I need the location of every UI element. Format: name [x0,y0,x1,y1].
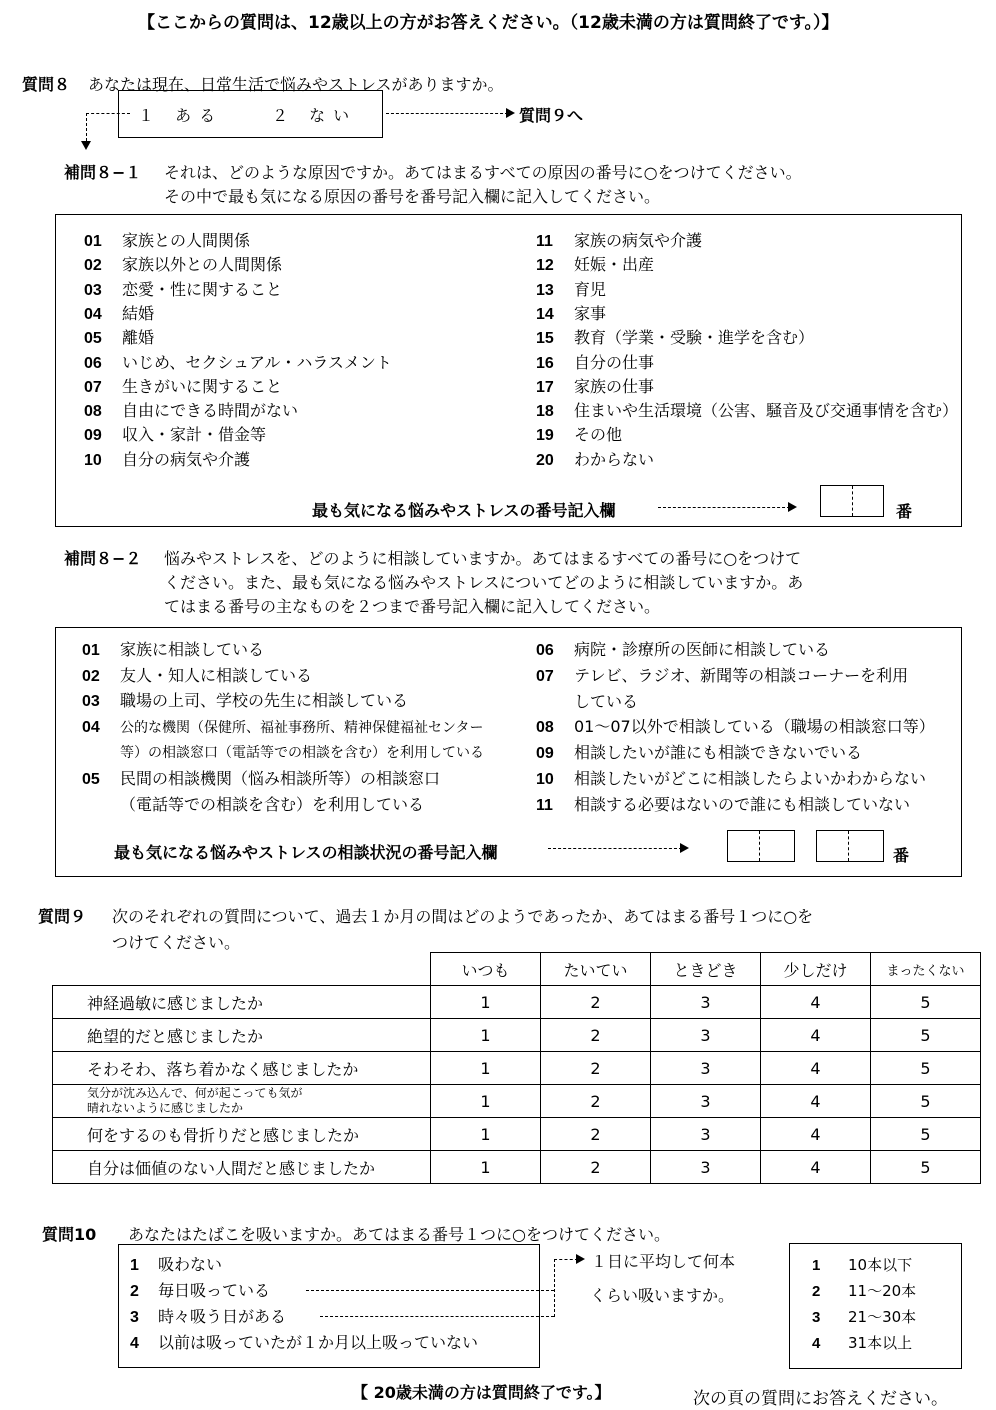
option-number: 11 [536,797,553,814]
option-number: 06 [536,642,554,659]
option-text: 家事 [574,303,607,323]
option-text: 友人・知人に相談している [120,666,313,685]
q9-line1: 次のそれぞれの質問について、過去１か月の間はどのようであったか、あてはまる番号１つに○を [112,907,814,926]
q8-1-option[interactable] [536,450,654,471]
q10-option[interactable] [130,1281,270,1302]
option-text: 相談する必要はないので誰にも相談していない [574,795,911,814]
q9-answer-option[interactable]: 3 [651,1151,761,1184]
option-number: 1 [812,1257,821,1274]
option-text: 住まいや生活環境（公害、騒音及び交通事情を含む） [574,401,959,421]
option-number: 10 [84,451,102,469]
q8-1-option[interactable] [84,425,266,446]
q9-row [53,1052,981,1085]
q9-row-label [53,986,431,1019]
option-number: 2 [130,1283,139,1300]
option-number: 09 [84,427,102,445]
q9-answer-option[interactable]: 3 [651,1052,761,1085]
q8-1-entry-field[interactable] [820,485,884,517]
q8-1-label: 補問８−１ [64,163,142,182]
q9-header-row [53,953,981,986]
q8-2-option-continued: 等）の相談窓口（電話等での相談を含む）を利用している [120,745,484,761]
option-text: 相談したいがどこに相談したらよいかわからない [574,769,927,788]
q8-1-option[interactable] [536,280,606,301]
option-text: 11〜20本 [848,1282,917,1300]
q8-2-entry-label: 最も気になる悩みやストレスの相談状況の番号記入欄 [114,843,498,862]
option-number: 11 [536,233,553,250]
q10-followup-line2: くらい吸いますか。 [590,1286,735,1305]
option-text: 相談したいが誰にも相談できないでいる [574,743,863,762]
option-text: テレビ、ラジオ、新聞等の相談コーナーを利用 [574,666,909,685]
q9-row-text: そわそわ、落ち着かなく感じましたか [87,1059,359,1079]
option-text: 収入・家計・借金等 [122,425,267,445]
q9-column-header: いつも [431,953,541,986]
q9-column-header: たいてい [541,953,651,986]
option-number: 1 [130,1257,139,1274]
q9-row-text: 自分は価値のない人間だと感じましたか [87,1158,376,1178]
q9-answer-option[interactable]: 3 [651,1019,761,1052]
footer-notice: 【 20歳未満の方は質問終了です。】 [352,1383,611,1402]
q8-2-option[interactable] [536,769,926,790]
q9-row-label [53,1019,431,1052]
q9-row-label [53,1085,431,1118]
q9-row-label [53,1052,431,1085]
option-text: 生きがいに関すること [122,376,283,396]
q9-answer-option[interactable]: 2 [541,1085,651,1118]
q8-2-option[interactable] [82,691,408,712]
q9-column-header: まったくない [871,953,981,986]
q8-yes-connector-down [86,113,87,141]
q9-column-header: 少しだけ [761,953,871,986]
option-number: 4 [812,1335,821,1352]
q9-answer-option[interactable]: 5 [871,1019,981,1052]
option-number: 01 [82,642,100,659]
option-number: 3 [812,1309,821,1326]
q8-1-option[interactable] [536,425,622,446]
q10-count-option[interactable] [812,1281,916,1302]
q8-1-option[interactable] [84,304,154,325]
option-text: 病院・診療所の医師に相談している [574,640,831,659]
q9-line2: つけてください。 [112,933,241,952]
q9-answer-option[interactable]: 3 [651,1085,761,1118]
q9-answer-option[interactable]: 2 [541,1151,651,1184]
q8-label: 質問８ [22,75,71,94]
q8-1-line2: その中で最も気になる原因の番号を番号記入欄に記入してください。 [164,187,661,206]
q8-2-option[interactable] [536,795,910,816]
option-number: 19 [536,427,554,445]
option-text: 01〜07以外で相談している（職場の相談窓口等） [574,717,935,736]
q10-option[interactable] [130,1307,286,1328]
q9-answer-option[interactable]: 2 [541,1118,651,1151]
q10-count-option[interactable] [812,1307,916,1328]
q8-1-entry-label: 最も気になる悩みやストレスの番号記入欄 [312,501,616,520]
option-text: 結婚 [122,303,155,323]
q9-answer-option[interactable]: 5 [871,986,981,1019]
q8-no-connector [386,113,508,114]
option-number: 10 [536,771,554,788]
q9-answer-option[interactable]: 1 [431,1151,541,1184]
q9-row-label [53,1118,431,1151]
q8-2-line1: 悩みやストレスを、どのように相談していますか。あてはまるすべての番号に○をつけて [164,549,802,568]
arrow-down-icon [81,141,91,150]
q9-answer-option[interactable]: 5 [871,1052,981,1085]
q9-answer-option[interactable]: 4 [761,1118,871,1151]
q8-2-entry-suffix: 番 [893,846,910,865]
option-number: 16 [536,354,554,372]
q9-answer-option[interactable]: 5 [871,1118,981,1151]
q9-row-text: 神経過敏に感じましたか [87,993,264,1013]
q8-1-option[interactable] [536,401,958,422]
q8-option-yes[interactable]: １ ある [138,106,224,125]
option-text: 家族以外との人間関係 [122,255,283,275]
q9-answer-option[interactable]: 5 [871,1085,981,1118]
option-number: 15 [536,330,554,348]
q8-2-option[interactable] [536,717,935,738]
option-text: 公的な機関（保健所、福祉事務所、精神保健福祉センター [120,720,484,736]
q9-answer-option[interactable]: 1 [431,1052,541,1085]
option-number: 07 [536,668,554,685]
q8-option-no[interactable]: ２ ない [272,106,358,125]
q8-1-option[interactable] [84,328,154,349]
option-text: 離婚 [122,328,155,348]
option-text: 自由にできる時間がない [122,401,299,421]
option-number: 05 [82,771,100,788]
option-number: 01 [84,233,102,250]
option-text: その他 [574,425,623,445]
q9-row [53,1118,981,1151]
option-text: 毎日吸っている [158,1281,271,1300]
q9-answer-option[interactable]: 1 [431,1085,541,1118]
q8-2-line3: てはまる番号の主なものを２つまで番号記入欄に記入してください。 [164,597,661,616]
q10-option[interactable] [130,1333,478,1354]
q9-answer-option[interactable]: 5 [871,1151,981,1184]
arrow-right-icon [506,108,515,118]
q10-vertical-connector [554,1259,555,1317]
q9-table [52,952,981,1184]
q9-answer-option[interactable]: 2 [541,1019,651,1052]
q8-2-entry-field-1[interactable] [727,830,795,862]
q9-answer-option[interactable]: 2 [541,986,651,1019]
arrow-right-icon [680,843,689,853]
option-text: 時々吸う日がある [158,1307,287,1326]
q8-2-label: 補問８−２ [64,549,142,568]
option-text: 育児 [574,279,607,299]
q9-answer-option[interactable]: 1 [431,1019,541,1052]
q8-1-option[interactable] [84,450,250,471]
option-number: 2 [812,1283,821,1300]
option-text: 自分の仕事 [574,352,655,372]
q9-row-label [53,1151,431,1184]
option-text: 職場の上司、学校の先生に相談している [120,691,409,710]
q10-question [42,1222,670,1245]
q8-2-option[interactable] [82,666,312,687]
q8-2-entry-field-2[interactable] [816,830,884,862]
option-text: 10本以下 [848,1256,913,1274]
q8-2-option[interactable] [536,743,862,764]
q8-1-option[interactable] [536,255,654,276]
q9-row [53,986,981,1019]
q8-1-option[interactable] [84,280,282,301]
option-text: 自分の病気や介護 [122,449,251,469]
option-number: 03 [84,281,102,299]
q8-1-option[interactable] [84,255,282,276]
option-number: 02 [82,668,100,685]
q8-2-option[interactable] [82,640,264,661]
q9-row-text-continued: 晴れないように感じましたか [87,1101,244,1115]
q10-daily-connector [306,1290,554,1291]
option-number: 20 [536,451,554,469]
q10-text: あなたはたばこを吸いますか。あてはまる番号１つに○をつけてください。 [128,1225,670,1244]
q8-2-line2: ください。また、最も気になる悩みやストレスについてどのように相談していますか。あ [164,573,804,592]
q9-header-blank [53,953,431,986]
q10-label: 質問10 [42,1225,97,1244]
option-text: 家族の病気や介護 [574,231,703,250]
q8-1-line1: それは、どのような原因ですか。あてはまるすべての原因の番号に○をつけてください。 [164,163,802,182]
option-number: 04 [84,305,102,323]
q8-1-option[interactable] [84,231,250,252]
option-text: いじめ、セクシュアル・ハラスメント [122,352,392,372]
q8-1-option[interactable] [84,353,392,374]
q8-1-option[interactable] [536,377,654,398]
q8-2-option[interactable] [82,717,483,738]
option-text: 民間の相談機関（悩み相談所等）の相談窓口 [120,769,441,788]
q9-answer-option[interactable]: 4 [761,1151,871,1184]
q10-sometimes-connector [320,1316,554,1317]
q8-1-option[interactable] [536,353,654,374]
option-text: 恋愛・性に関すること [122,279,283,299]
q9-column-header: ときどき [651,953,761,986]
q8-1-instructions [64,161,802,209]
q10-option[interactable] [130,1255,222,1276]
q9-answer-option[interactable]: 4 [761,1019,871,1052]
option-number: 4 [130,1335,139,1352]
option-number: 02 [84,257,102,275]
option-number: 17 [536,378,554,396]
option-number: 07 [84,378,102,396]
q8-2-entry-connector [548,848,682,849]
option-text: 31本以上 [848,1334,913,1352]
option-number: 3 [130,1309,139,1326]
q9-row [53,1151,981,1184]
option-text: わからない [574,449,655,469]
q8-skip-to: 質問９へ [519,106,584,125]
q9-answer-option[interactable]: 4 [761,1052,871,1085]
q8-yes-connector [86,113,130,114]
q9-row-text: 何をするのも骨折りだと感じましたか [87,1125,360,1145]
q9-label: 質問９ [38,907,87,926]
q8-text: あなたは現在、日常生活で悩みやストレスがありますか。 [88,75,504,94]
q8-1-option[interactable] [536,231,702,252]
option-number: 04 [82,719,100,736]
q10-followup-line1: １日に平均して何本 [591,1252,736,1271]
q10-count-option[interactable] [812,1333,912,1354]
footer-next: 次の頁の質問にお答えください。 [693,1389,948,1409]
q9-row [53,1085,981,1118]
q8-1-option[interactable] [84,401,298,422]
q8-2-option[interactable] [536,640,830,661]
option-text: 家族に相談している [120,640,265,659]
option-number: 05 [84,330,102,348]
option-text: 妊娠・出産 [574,255,655,275]
q9-answer-option[interactable]: 4 [761,986,871,1019]
option-text: 吸わない [158,1255,223,1274]
option-number: 18 [536,403,554,421]
arrow-right-icon [576,1254,585,1264]
q9-answer-option[interactable]: 4 [761,1085,871,1118]
q8-2-option-continued: している [574,692,639,711]
option-text: 教育（学業・受験・進学を含む） [574,328,815,348]
option-number: 08 [84,403,102,421]
option-text: 家族との人間関係 [122,231,251,250]
q9-answer-option[interactable]: 1 [431,1118,541,1151]
q8-1-entry-connector [658,507,790,508]
q9-row [53,1019,981,1052]
option-number: 12 [536,257,554,275]
q8-1-option[interactable] [536,328,814,349]
q8-2-option[interactable] [82,769,440,790]
q9-answer-option[interactable]: 1 [431,986,541,1019]
arrow-right-icon [788,502,797,512]
q10-count-option[interactable] [812,1255,912,1276]
q8-1-option[interactable] [84,377,282,398]
option-number: 08 [536,719,554,736]
q8-1-entry-suffix: 番 [896,502,913,521]
option-text: 以前は吸っていたが１か月以上吸っていない [158,1333,479,1352]
header-notice: 【ここからの質問は、12歳以上の方がお答えください。（12歳未満の方は質問終了です。）】 [138,13,839,33]
q8-2-option[interactable] [536,666,908,687]
q8-1-option[interactable] [536,304,606,325]
q9-answer-option[interactable]: 3 [651,1118,761,1151]
option-number: 09 [536,745,554,762]
option-text: 家族の仕事 [574,376,655,396]
q9-instructions [38,904,813,956]
option-number: 14 [536,305,554,323]
q9-row-text: 絶望的だと感じましたか [87,1026,264,1046]
option-text: 21〜30本 [848,1308,917,1326]
q9-answer-option[interactable]: 3 [651,986,761,1019]
option-number: 06 [84,354,102,372]
option-number: 03 [82,693,100,710]
option-number: 13 [536,281,554,299]
q8-2-option-continued: （電話等での相談を含む）を利用している [120,795,425,814]
q10-followup-connector [554,1259,578,1260]
q9-row-text: 気分が沈み込んで、何が起こっても気が [87,1086,303,1100]
q8-2-instructions [64,547,803,619]
q9-answer-option[interactable]: 2 [541,1052,651,1085]
